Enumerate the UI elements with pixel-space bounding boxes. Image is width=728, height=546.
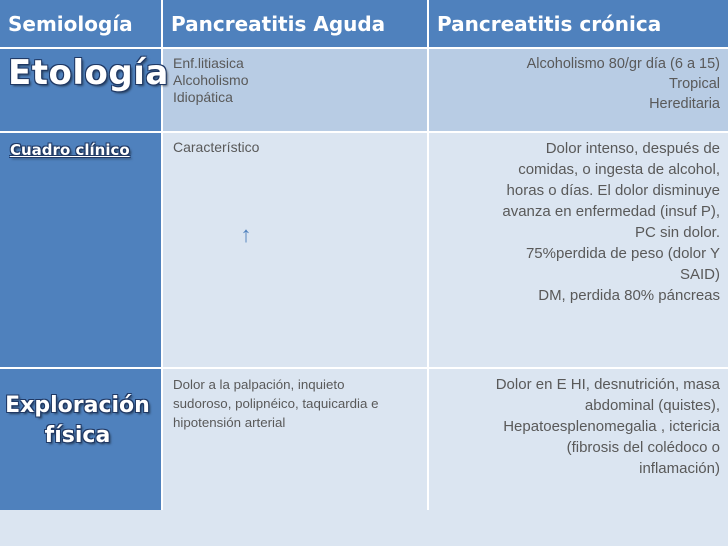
row-label-cell <box>0 132 162 368</box>
text-line: Característico <box>173 139 260 155</box>
aguda-cell <box>162 368 428 510</box>
aguda-cell <box>162 48 428 132</box>
cronica-cell <box>428 132 728 368</box>
text-line: sudoroso, polipnéico, taquicardia e <box>173 396 379 411</box>
cronica-etologia-text <box>429 49 728 114</box>
text-line: Dolor intenso, después de <box>545 140 720 157</box>
text-line: abdominal (quistes), <box>584 397 720 414</box>
text-line: Enf.litiasica <box>173 55 244 71</box>
text-line: Dolor en E HI, desnutrición, masa <box>495 376 720 393</box>
text-line: hipotensión arterial <box>173 415 286 430</box>
text-line: DM, perdida 80% páncreas <box>538 287 720 304</box>
row-label-cell <box>0 368 162 510</box>
aguda-etologia-text <box>163 49 427 106</box>
row-exploracion-fisica <box>0 368 728 510</box>
text-line: PC sin dolor. <box>634 224 720 241</box>
text-line: horas o días. El dolor disminuye <box>506 182 720 199</box>
row-label-exploracion-fisica <box>0 369 161 451</box>
header-semiologia: Semiología <box>0 0 162 48</box>
label-line: física <box>44 423 111 448</box>
row-label-etologia: Etología <box>8 53 169 93</box>
row-label-cell <box>0 48 169 132</box>
row-etologia <box>0 48 728 132</box>
text-line: Alcoholismo <box>173 72 249 88</box>
header-pancreatitis-cronica: Pancreatitis crónica <box>428 0 728 48</box>
cronica-exploracion-text <box>429 369 728 479</box>
cronica-cell <box>428 48 728 132</box>
text-line: comidas, o ingesta de alcohol, <box>518 161 720 178</box>
up-arrow-icon: ↑ <box>240 222 252 247</box>
text-line: Hereditaria <box>649 96 720 112</box>
cronica-cell <box>428 368 728 510</box>
header-pancreatitis-aguda: Pancreatitis Aguda <box>162 0 428 48</box>
row-label-cuadro-clinico: Cuadro clínico <box>10 141 130 159</box>
label-line: Exploración <box>5 393 150 418</box>
aguda-cuadro-text <box>163 133 427 247</box>
text-line: Idiopática <box>173 89 233 105</box>
text-line: 75%perdida de peso (dolor Y <box>525 245 720 262</box>
text-line: (fibrosis del colédoco o <box>566 439 720 456</box>
aguda-cell <box>162 132 428 368</box>
row-cuadro-clinico <box>0 132 728 368</box>
text-line: Hepatoesplenomegalia , ictericia <box>503 418 720 435</box>
header-row <box>0 0 728 48</box>
text-line: SAID) <box>679 266 720 283</box>
cronica-cuadro-text <box>429 133 728 306</box>
text-line: inflamación) <box>639 460 720 477</box>
text-line: Tropical <box>668 76 720 92</box>
text-line: Alcoholismo 80/gr día (6 a 15) <box>526 56 720 72</box>
text-line: avanza en enfermedad (insuf P), <box>502 203 720 220</box>
text-line: Dolor a la palpación, inquieto <box>173 377 345 392</box>
aguda-exploracion-text <box>163 369 427 432</box>
